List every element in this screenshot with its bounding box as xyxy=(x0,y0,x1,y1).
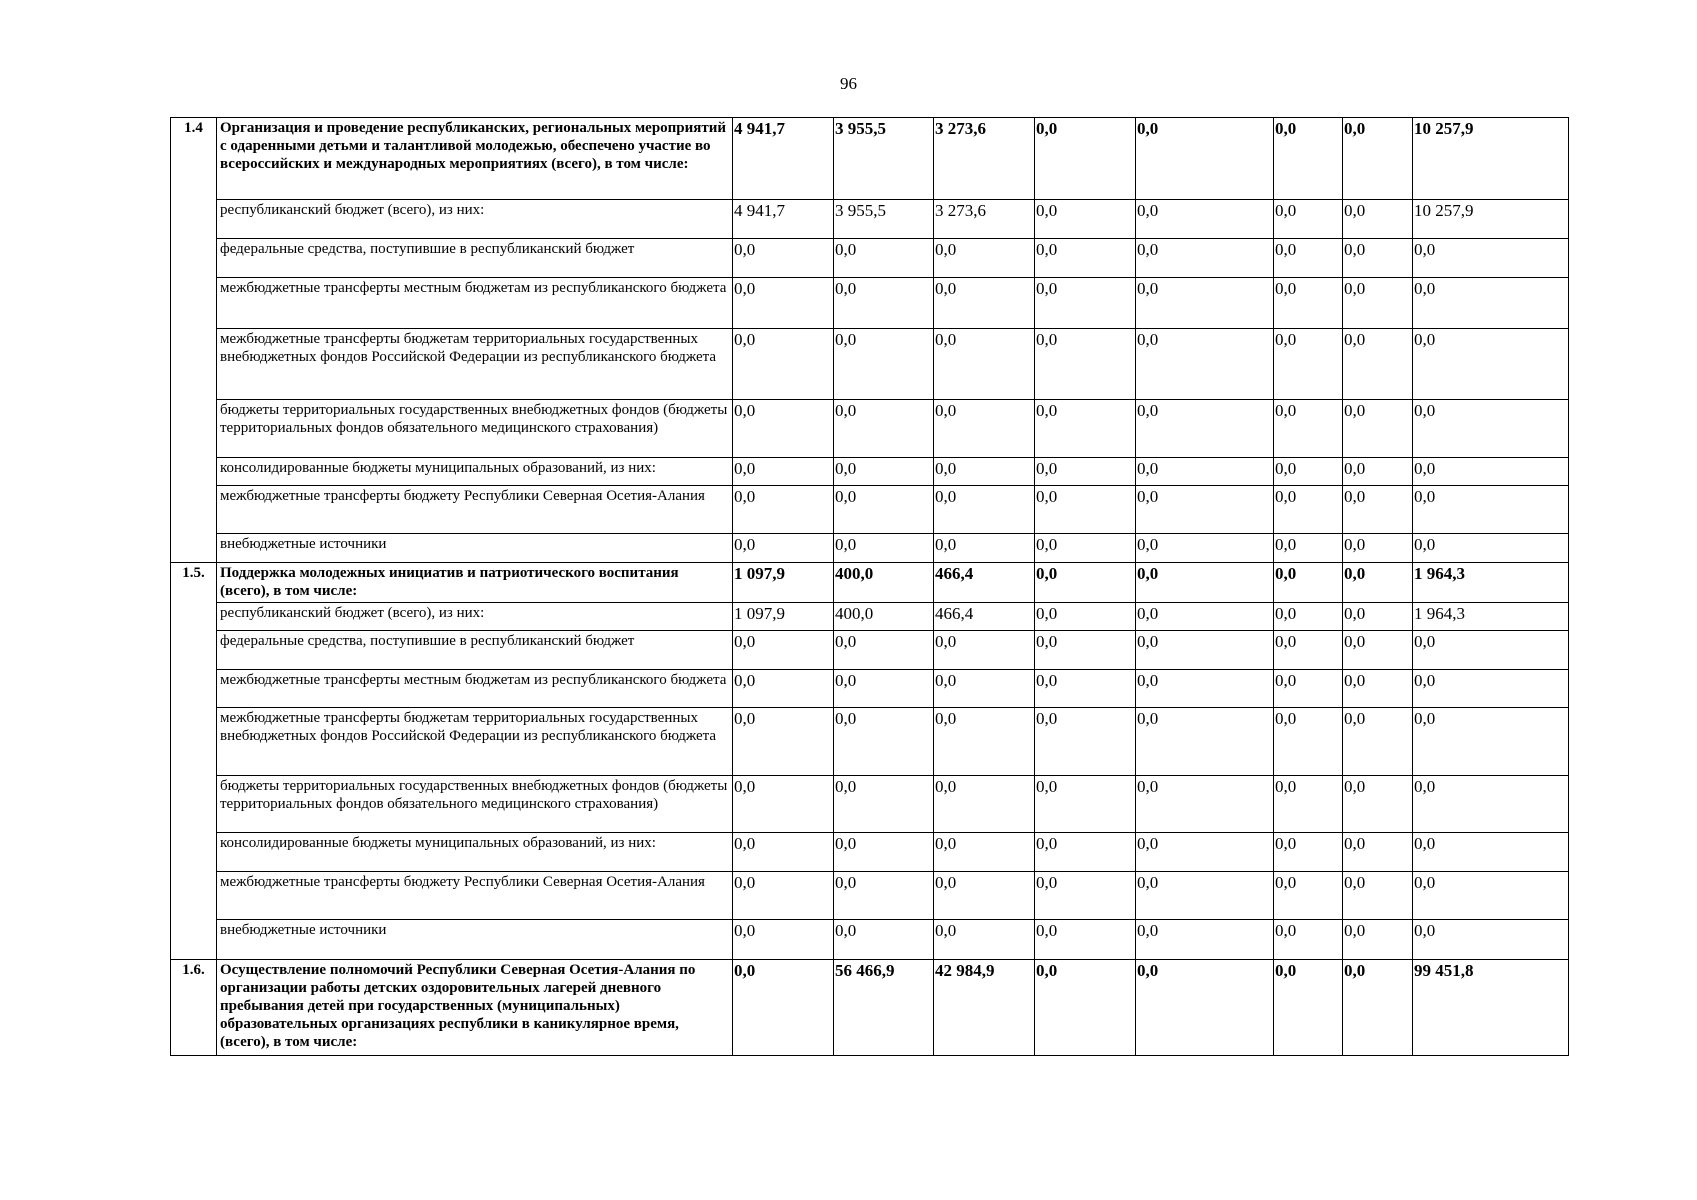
row-value-cell: 0,0 xyxy=(1136,776,1274,833)
row-value-cell: 0,0 xyxy=(1136,458,1274,486)
row-label: межбюджетные трансферты местным бюджетам из республиканского бюджета xyxy=(217,278,733,329)
section-value-cell: 0,0 xyxy=(1035,563,1136,603)
row-value-cell: 400,0 xyxy=(834,603,934,631)
row-value-cell: 0,0 xyxy=(1413,329,1569,400)
row-value-cell: 0,0 xyxy=(1413,534,1569,563)
index-spacer xyxy=(171,486,217,534)
table-row xyxy=(171,603,1569,631)
row-value-cell: 0,0 xyxy=(1343,239,1413,278)
row-value-cell: 0,0 xyxy=(1413,458,1569,486)
section-index: 1.6. xyxy=(171,960,217,1056)
row-value-cell: 0,0 xyxy=(934,776,1035,833)
section-value-cell: 0,0 xyxy=(1136,960,1274,1056)
table-row xyxy=(171,872,1569,920)
section-title: Поддержка молодежных инициатив и патриотического воспитания (всего), в том числе: xyxy=(217,563,733,603)
index-spacer xyxy=(171,631,217,670)
row-value-cell: 0,0 xyxy=(934,534,1035,563)
row-label: федеральные средства, поступившие в республиканский бюджет xyxy=(217,631,733,670)
section-value-cell: 99 451,8 xyxy=(1413,960,1569,1056)
row-label: консолидированные бюджеты муниципальных образований, из них: xyxy=(217,458,733,486)
index-spacer xyxy=(171,458,217,486)
table-row xyxy=(171,278,1569,329)
table-row xyxy=(171,400,1569,458)
row-value-cell: 0,0 xyxy=(1035,872,1136,920)
row-value-cell: 0,0 xyxy=(1274,670,1343,708)
row-value-cell: 0,0 xyxy=(733,670,834,708)
row-value-cell: 0,0 xyxy=(834,872,934,920)
row-label: республиканский бюджет (всего), из них: xyxy=(217,603,733,631)
row-value-cell: 0,0 xyxy=(1136,920,1274,960)
row-label: консолидированные бюджеты муниципальных образований, из них: xyxy=(217,833,733,872)
row-value-cell: 0,0 xyxy=(1413,400,1569,458)
row-label: бюджеты территориальных государственных внебюджетных фондов (бюджеты территориальных фондов обязательного медицинского страхования) xyxy=(217,400,733,458)
row-value-cell: 1 964,3 xyxy=(1413,603,1569,631)
row-value-cell: 0,0 xyxy=(1035,776,1136,833)
table-row xyxy=(171,200,1569,239)
table-row xyxy=(171,458,1569,486)
row-value-cell: 0,0 xyxy=(1274,776,1343,833)
row-value-cell: 0,0 xyxy=(834,400,934,458)
row-value-cell: 0,0 xyxy=(1136,200,1274,239)
row-value-cell: 0,0 xyxy=(1413,670,1569,708)
row-value-cell: 0,0 xyxy=(1413,872,1569,920)
row-value-cell: 0,0 xyxy=(1274,486,1343,534)
section-value-cell: 0,0 xyxy=(1035,118,1136,200)
index-spacer xyxy=(171,872,217,920)
row-value-cell: 0,0 xyxy=(1343,670,1413,708)
row-value-cell: 0,0 xyxy=(1343,833,1413,872)
row-value-cell: 0,0 xyxy=(1035,458,1136,486)
index-spacer xyxy=(171,920,217,960)
section-title: Организация и проведение республиканских, региональных мероприятий с одаренными детьми и талантливой молодежью, обеспечено участие во всероссийских и международных мероприятиях (всего), в том числе: xyxy=(217,118,733,200)
row-value-cell: 0,0 xyxy=(1343,200,1413,239)
row-value-cell: 0,0 xyxy=(1035,708,1136,776)
row-value-cell: 10 257,9 xyxy=(1413,200,1569,239)
table-row xyxy=(171,670,1569,708)
row-value-cell: 0,0 xyxy=(1274,278,1343,329)
row-value-cell: 0,0 xyxy=(733,631,834,670)
row-value-cell: 0,0 xyxy=(1035,239,1136,278)
row-value-cell: 0,0 xyxy=(1413,486,1569,534)
section-value-cell: 0,0 xyxy=(1343,960,1413,1056)
row-value-cell: 0,0 xyxy=(934,920,1035,960)
section-value-cell: 0,0 xyxy=(1343,563,1413,603)
row-value-cell: 0,0 xyxy=(733,458,834,486)
row-label: межбюджетные трансферты бюджетам территориальных государственных внебюджетных фондов Российской Федерации из республиканского бюджета xyxy=(217,329,733,400)
section-title: Осуществление полномочий Республики Северная Осетия-Алания по организации работы детских оздоровительных лагерей дневного пребывания детей при государственных (муниципальных) образовательных организациях республики в каникулярное время, (всего), в том числе: xyxy=(217,960,733,1056)
row-value-cell: 0,0 xyxy=(733,329,834,400)
row-label: бюджеты территориальных государственных внебюджетных фондов (бюджеты территориальных фондов обязательного медицинского страхования) xyxy=(217,776,733,833)
index-spacer xyxy=(171,833,217,872)
row-value-cell: 466,4 xyxy=(934,603,1035,631)
row-value-cell: 0,0 xyxy=(1274,833,1343,872)
index-spacer xyxy=(171,534,217,563)
row-value-cell: 0,0 xyxy=(1413,833,1569,872)
row-value-cell: 0,0 xyxy=(934,486,1035,534)
index-spacer xyxy=(171,278,217,329)
row-value-cell: 0,0 xyxy=(1136,603,1274,631)
index-spacer xyxy=(171,200,217,239)
row-value-cell: 0,0 xyxy=(1343,708,1413,776)
row-value-cell: 0,0 xyxy=(1136,631,1274,670)
row-value-cell: 0,0 xyxy=(1274,239,1343,278)
row-value-cell: 0,0 xyxy=(1035,400,1136,458)
row-value-cell: 0,0 xyxy=(1343,872,1413,920)
row-value-cell: 0,0 xyxy=(1136,278,1274,329)
row-value-cell: 0,0 xyxy=(1035,833,1136,872)
row-value-cell: 0,0 xyxy=(834,458,934,486)
section-value-cell: 4 941,7 xyxy=(733,118,834,200)
row-value-cell: 0,0 xyxy=(1274,708,1343,776)
row-value-cell: 0,0 xyxy=(934,458,1035,486)
section-value-cell: 0,0 xyxy=(1035,960,1136,1056)
index-spacer xyxy=(171,603,217,631)
row-value-cell: 0,0 xyxy=(1035,200,1136,239)
section-value-cell: 466,4 xyxy=(934,563,1035,603)
row-value-cell: 0,0 xyxy=(1343,458,1413,486)
row-value-cell: 0,0 xyxy=(1035,486,1136,534)
section-row xyxy=(171,960,1569,1056)
row-value-cell: 0,0 xyxy=(733,833,834,872)
row-value-cell: 0,0 xyxy=(1035,329,1136,400)
row-value-cell: 0,0 xyxy=(934,239,1035,278)
table-row xyxy=(171,534,1569,563)
row-value-cell: 0,0 xyxy=(1136,400,1274,458)
row-value-cell: 0,0 xyxy=(1035,603,1136,631)
row-value-cell: 0,0 xyxy=(1413,708,1569,776)
row-label: республиканский бюджет (всего), из них: xyxy=(217,200,733,239)
row-value-cell: 0,0 xyxy=(1343,631,1413,670)
budget-table xyxy=(170,117,1569,1056)
row-value-cell: 0,0 xyxy=(934,329,1035,400)
table-row xyxy=(171,631,1569,670)
row-value-cell: 0,0 xyxy=(834,920,934,960)
row-value-cell: 0,0 xyxy=(934,631,1035,670)
row-value-cell: 0,0 xyxy=(733,776,834,833)
row-value-cell: 0,0 xyxy=(1274,872,1343,920)
row-value-cell: 0,0 xyxy=(1136,486,1274,534)
row-value-cell: 0,0 xyxy=(834,278,934,329)
index-spacer xyxy=(171,776,217,833)
table-row xyxy=(171,833,1569,872)
row-value-cell: 0,0 xyxy=(1343,486,1413,534)
section-value-cell: 0,0 xyxy=(733,960,834,1056)
row-value-cell: 0,0 xyxy=(733,239,834,278)
row-label: межбюджетные трансферты бюджетам территориальных государственных внебюджетных фондов Российской Федерации из республиканского бюджета xyxy=(217,708,733,776)
row-value-cell: 0,0 xyxy=(1413,776,1569,833)
table-row xyxy=(171,708,1569,776)
row-value-cell: 0,0 xyxy=(733,400,834,458)
section-value-cell: 42 984,9 xyxy=(934,960,1035,1056)
row-label: межбюджетные трансферты бюджету Республики Северная Осетия-Алания xyxy=(217,486,733,534)
section-value-cell: 0,0 xyxy=(1274,563,1343,603)
row-value-cell: 0,0 xyxy=(733,920,834,960)
row-value-cell: 0,0 xyxy=(1413,920,1569,960)
row-value-cell: 0,0 xyxy=(834,239,934,278)
row-value-cell: 0,0 xyxy=(733,872,834,920)
row-value-cell: 0,0 xyxy=(934,708,1035,776)
row-value-cell: 0,0 xyxy=(1343,400,1413,458)
row-value-cell: 0,0 xyxy=(1343,920,1413,960)
index-spacer xyxy=(171,708,217,776)
row-value-cell: 0,0 xyxy=(1136,329,1274,400)
row-value-cell: 0,0 xyxy=(1274,534,1343,563)
row-value-cell: 0,0 xyxy=(1035,670,1136,708)
row-value-cell: 1 097,9 xyxy=(733,603,834,631)
index-spacer xyxy=(171,400,217,458)
row-value-cell: 0,0 xyxy=(1274,200,1343,239)
row-value-cell: 0,0 xyxy=(1035,631,1136,670)
row-value-cell: 0,0 xyxy=(934,833,1035,872)
section-value-cell: 10 257,9 xyxy=(1413,118,1569,200)
row-value-cell: 0,0 xyxy=(834,833,934,872)
row-value-cell: 0,0 xyxy=(1343,603,1413,631)
row-value-cell: 0,0 xyxy=(834,708,934,776)
row-value-cell: 0,0 xyxy=(934,278,1035,329)
row-value-cell: 0,0 xyxy=(733,534,834,563)
row-value-cell: 0,0 xyxy=(834,631,934,670)
row-value-cell: 0,0 xyxy=(1136,534,1274,563)
section-value-cell: 3 273,6 xyxy=(934,118,1035,200)
row-value-cell: 4 941,7 xyxy=(733,200,834,239)
row-value-cell: 0,0 xyxy=(1413,239,1569,278)
section-value-cell: 3 955,5 xyxy=(834,118,934,200)
row-value-cell: 0,0 xyxy=(1136,872,1274,920)
row-value-cell: 0,0 xyxy=(1274,631,1343,670)
table-row xyxy=(171,776,1569,833)
index-spacer xyxy=(171,670,217,708)
row-value-cell: 0,0 xyxy=(834,329,934,400)
section-value-cell: 0,0 xyxy=(1274,118,1343,200)
row-value-cell: 0,0 xyxy=(1413,278,1569,329)
row-value-cell: 0,0 xyxy=(1343,534,1413,563)
row-value-cell: 0,0 xyxy=(1413,631,1569,670)
section-index: 1.4 xyxy=(171,118,217,200)
row-value-cell: 0,0 xyxy=(733,708,834,776)
section-value-cell: 56 466,9 xyxy=(834,960,934,1056)
row-label: межбюджетные трансферты бюджету Республики Северная Осетия-Алания xyxy=(217,872,733,920)
row-value-cell: 0,0 xyxy=(934,670,1035,708)
section-value-cell: 0,0 xyxy=(1136,563,1274,603)
row-value-cell: 0,0 xyxy=(934,400,1035,458)
section-value-cell: 1 964,3 xyxy=(1413,563,1569,603)
section-value-cell: 400,0 xyxy=(834,563,934,603)
row-value-cell: 0,0 xyxy=(1343,776,1413,833)
row-value-cell: 3 273,6 xyxy=(934,200,1035,239)
row-label: внебюджетные источники xyxy=(217,534,733,563)
index-spacer xyxy=(171,329,217,400)
table-row xyxy=(171,239,1569,278)
section-index: 1.5. xyxy=(171,563,217,603)
row-label: федеральные средства, поступившие в республиканский бюджет xyxy=(217,239,733,278)
row-value-cell: 0,0 xyxy=(834,486,934,534)
index-spacer xyxy=(171,239,217,278)
row-value-cell: 0,0 xyxy=(1136,239,1274,278)
row-value-cell: 0,0 xyxy=(1136,708,1274,776)
section-row xyxy=(171,563,1569,603)
row-label: межбюджетные трансферты местным бюджетам из республиканского бюджета xyxy=(217,670,733,708)
row-value-cell: 0,0 xyxy=(834,534,934,563)
section-row xyxy=(171,118,1569,200)
row-label: внебюджетные источники xyxy=(217,920,733,960)
section-value-cell: 0,0 xyxy=(1136,118,1274,200)
row-value-cell: 0,0 xyxy=(1343,278,1413,329)
row-value-cell: 0,0 xyxy=(1343,329,1413,400)
section-value-cell: 0,0 xyxy=(1343,118,1413,200)
table-row xyxy=(171,329,1569,400)
table-row xyxy=(171,486,1569,534)
table-row xyxy=(171,920,1569,960)
row-value-cell: 0,0 xyxy=(834,670,934,708)
row-value-cell: 0,0 xyxy=(1274,920,1343,960)
row-value-cell: 0,0 xyxy=(1035,278,1136,329)
row-value-cell: 3 955,5 xyxy=(834,200,934,239)
row-value-cell: 0,0 xyxy=(1136,833,1274,872)
row-value-cell: 0,0 xyxy=(733,278,834,329)
section-value-cell: 0,0 xyxy=(1274,960,1343,1056)
row-value-cell: 0,0 xyxy=(834,776,934,833)
row-value-cell: 0,0 xyxy=(1274,400,1343,458)
row-value-cell: 0,0 xyxy=(1274,329,1343,400)
row-value-cell: 0,0 xyxy=(1035,534,1136,563)
row-value-cell: 0,0 xyxy=(934,872,1035,920)
row-value-cell: 0,0 xyxy=(733,486,834,534)
row-value-cell: 0,0 xyxy=(1274,603,1343,631)
row-value-cell: 0,0 xyxy=(1274,458,1343,486)
row-value-cell: 0,0 xyxy=(1035,920,1136,960)
row-value-cell: 0,0 xyxy=(1136,670,1274,708)
section-value-cell: 1 097,9 xyxy=(733,563,834,603)
page-number: 96 xyxy=(840,74,857,93)
